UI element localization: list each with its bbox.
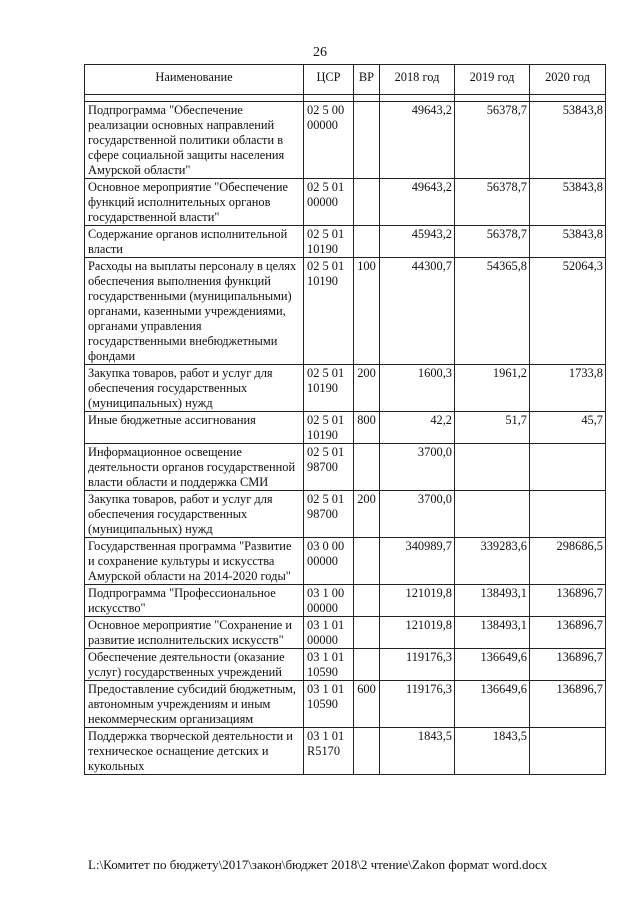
cell-2018: 3700,0 [380, 444, 455, 491]
cell-2020: 53843,8 [530, 226, 606, 258]
cell-vr [354, 102, 380, 179]
cell-2019: 56378,7 [455, 102, 530, 179]
spacer-cell [455, 95, 530, 102]
cell-2020 [530, 491, 606, 538]
cell-vr [354, 444, 380, 491]
cell-2019: 138493,1 [455, 585, 530, 617]
cell-2020: 53843,8 [530, 102, 606, 179]
table-row [85, 226, 606, 258]
cell-2020: 45,7 [530, 412, 606, 444]
cell-2020 [530, 728, 606, 775]
header-2020: 2020 год [530, 65, 606, 95]
page-number: 26 [313, 45, 327, 60]
cell-vr [354, 649, 380, 681]
header-csr: ЦСР [304, 65, 354, 95]
header-vr: ВР [354, 65, 380, 95]
cell-2020: 136896,7 [530, 649, 606, 681]
cell-name: Государственная программа "Развитие и сохранение культуры и искусства Амурской области на 2014-2020 годы" [85, 538, 304, 585]
table-row [85, 258, 606, 365]
cell-csr: 03 1 01 R5170 [304, 728, 354, 775]
cell-name: Подпрограмма "Обеспечение реализации основных направлений государственной политики области в сфере социальной защиты населения Амурской области" [85, 102, 304, 179]
cell-vr [354, 538, 380, 585]
cell-2020: 136896,7 [530, 681, 606, 728]
cell-name: Закупка товаров, работ и услуг для обеспечения государственных (муниципальных) нужд [85, 365, 304, 412]
table-row [85, 365, 606, 412]
cell-csr: 02 5 01 10190 [304, 412, 354, 444]
cell-csr: 03 1 01 00000 [304, 617, 354, 649]
footer-file-path: L:\Комитет по бюджету\2017\закон\бюджет 2018\2 чтение\Zakon формат word.docx [88, 857, 548, 872]
cell-name: Иные бюджетные ассигнования [85, 412, 304, 444]
table-header-row [85, 65, 606, 95]
cell-name: Информационное освещение деятельности органов государственной власти области и поддержка СМИ [85, 444, 304, 491]
cell-2019: 1961,2 [455, 365, 530, 412]
header-name: Наименование [85, 65, 304, 95]
cell-2018: 49643,2 [380, 179, 455, 226]
cell-2020: 52064,3 [530, 258, 606, 365]
spacer-cell [354, 95, 380, 102]
cell-2019: 138493,1 [455, 617, 530, 649]
cell-vr [354, 226, 380, 258]
cell-2019: 54365,8 [455, 258, 530, 365]
cell-name: Содержание органов исполнительной власти [85, 226, 304, 258]
cell-2018: 44300,7 [380, 258, 455, 365]
cell-2018: 340989,7 [380, 538, 455, 585]
table-row [85, 728, 606, 775]
cell-name: Основное мероприятие "Сохранение и развитие исполнительских искусств" [85, 617, 304, 649]
cell-vr: 200 [354, 365, 380, 412]
table-row [85, 444, 606, 491]
table-row [85, 102, 606, 179]
cell-2018: 1843,5 [380, 728, 455, 775]
cell-2020: 136896,7 [530, 617, 606, 649]
cell-name: Поддержка творческой деятельности и техническое оснащение детских и кукольных [85, 728, 304, 775]
cell-name: Обеспечение деятельности (оказание услуг) государственных учреждений [85, 649, 304, 681]
cell-vr [354, 585, 380, 617]
table-row [85, 585, 606, 617]
table-body [85, 95, 606, 775]
cell-2020 [530, 444, 606, 491]
cell-csr: 02 5 01 10190 [304, 226, 354, 258]
table-row [85, 538, 606, 585]
cell-2019: 136649,6 [455, 681, 530, 728]
cell-2019 [455, 491, 530, 538]
spacer-cell [85, 95, 304, 102]
table-row [85, 649, 606, 681]
cell-2018: 121019,8 [380, 585, 455, 617]
cell-name: Предоставление субсидий бюджетным, автономным учреждениям и иным некоммерческим организациям [85, 681, 304, 728]
cell-csr: 02 5 01 98700 [304, 491, 354, 538]
cell-2018: 119176,3 [380, 681, 455, 728]
cell-2018: 45943,2 [380, 226, 455, 258]
cell-2019 [455, 444, 530, 491]
cell-2020: 298686,5 [530, 538, 606, 585]
table-row [85, 681, 606, 728]
cell-2018: 42,2 [380, 412, 455, 444]
cell-2019: 136649,6 [455, 649, 530, 681]
cell-vr: 200 [354, 491, 380, 538]
cell-name: Основное мероприятие "Обеспечение функций исполнительных органов государственной власти" [85, 179, 304, 226]
cell-csr: 03 1 01 10590 [304, 649, 354, 681]
budget-table [84, 64, 606, 775]
cell-2019: 56378,7 [455, 179, 530, 226]
cell-name: Подпрограмма "Профессиональное искусство" [85, 585, 304, 617]
cell-2018: 3700,0 [380, 491, 455, 538]
table-row [85, 617, 606, 649]
cell-csr: 03 1 00 00000 [304, 585, 354, 617]
cell-name: Закупка товаров, работ и услуг для обеспечения государственных (муниципальных) нужд [85, 491, 304, 538]
cell-csr: 02 5 01 00000 [304, 179, 354, 226]
cell-vr: 800 [354, 412, 380, 444]
table-row [85, 412, 606, 444]
cell-csr: 02 5 01 98700 [304, 444, 354, 491]
cell-2018: 1600,3 [380, 365, 455, 412]
spacer-cell [380, 95, 455, 102]
header-2019: 2019 год [455, 65, 530, 95]
cell-vr: 100 [354, 258, 380, 365]
cell-2019: 339283,6 [455, 538, 530, 585]
cell-2020: 136896,7 [530, 585, 606, 617]
cell-csr: 02 5 00 00000 [304, 102, 354, 179]
table-row [85, 179, 606, 226]
cell-2020: 53843,8 [530, 179, 606, 226]
cell-2019: 56378,7 [455, 226, 530, 258]
cell-2018: 49643,2 [380, 102, 455, 179]
cell-vr: 600 [354, 681, 380, 728]
cell-vr [354, 728, 380, 775]
cell-csr: 03 0 00 00000 [304, 538, 354, 585]
table-spacer-row [85, 95, 606, 102]
cell-name: Расходы на выплаты персоналу в целях обеспечения выполнения функций государственными (муниципальными) органами, казенными учреждениями, органами управления государственными внебюджетными фондами [85, 258, 304, 365]
cell-csr: 02 5 01 10190 [304, 365, 354, 412]
cell-2020: 1733,8 [530, 365, 606, 412]
cell-2019: 1843,5 [455, 728, 530, 775]
cell-2018: 119176,3 [380, 649, 455, 681]
spacer-cell [304, 95, 354, 102]
spacer-cell [530, 95, 606, 102]
cell-csr: 03 1 01 10590 [304, 681, 354, 728]
cell-vr [354, 179, 380, 226]
header-2018: 2018 год [380, 65, 455, 95]
cell-vr [354, 617, 380, 649]
cell-2018: 121019,8 [380, 617, 455, 649]
cell-csr: 02 5 01 10190 [304, 258, 354, 365]
table-row [85, 491, 606, 538]
cell-2019: 51,7 [455, 412, 530, 444]
